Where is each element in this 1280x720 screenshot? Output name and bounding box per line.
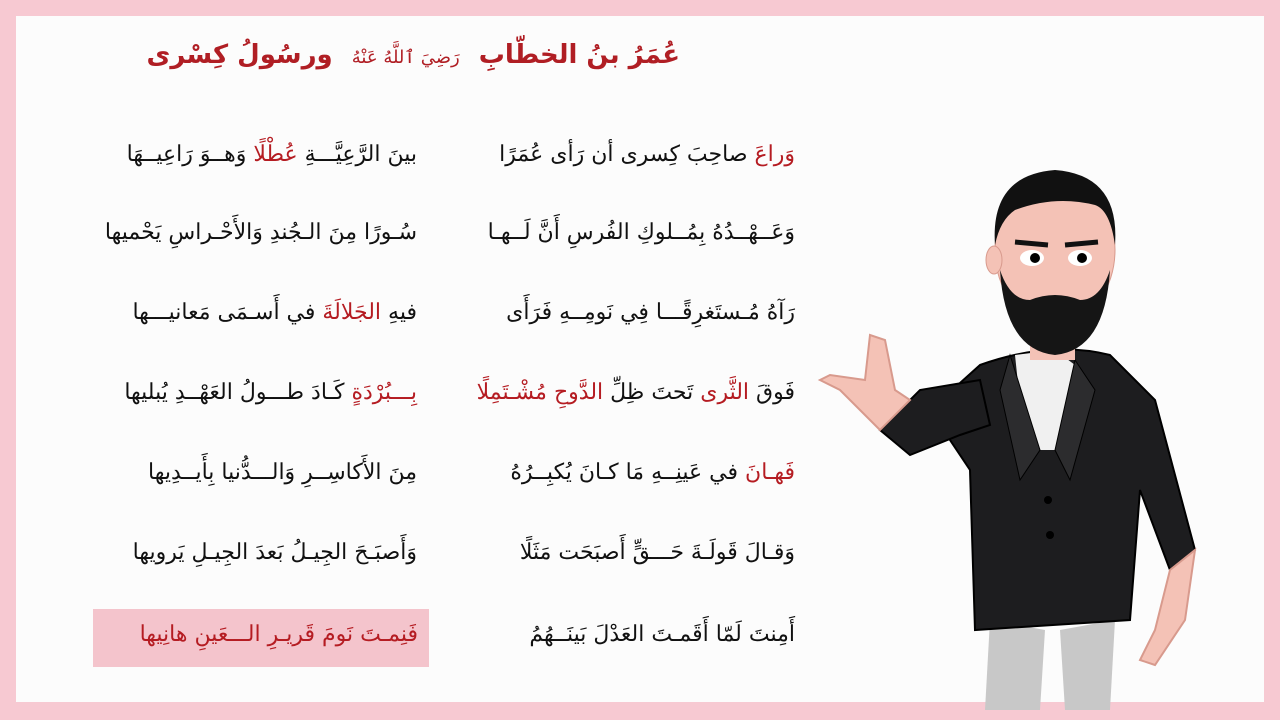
presenter-character	[810, 150, 1230, 710]
verse-segment: عُطْلًا	[253, 142, 298, 167]
verse-segment: وَعَــهْــدُهُ بِمُــلوكِ الفُرسِ أَنَّ لَــهـا	[487, 220, 795, 245]
verse-segment: وَأَصبَـحَ الجِيـلُ بَعدَ الجِيـلِ يَرويها	[132, 540, 417, 565]
verse-3-left-hemistich	[92, 300, 417, 325]
verse-segment: صاحِبَ كِسرى أن رَأى عُمَرًا	[499, 142, 755, 167]
verse-7-left-hemistich	[93, 609, 430, 647]
verse-segment: بِـــبُرْدَةٍ	[351, 380, 417, 405]
verse-2-right-hemistich	[470, 220, 795, 245]
verse-6-right-hemistich	[470, 540, 795, 565]
verse-segment: فَوقَ	[749, 380, 795, 405]
verse-4-right-hemistich	[470, 380, 795, 405]
verse-segment: مِنَ الأَكاسِــرِ وَالـــدُّنيا بِأَيــدِيها	[148, 460, 417, 485]
verse-segment: تَحتَ ظِلِّ	[603, 380, 701, 405]
verse-segment: الجَلالَةَ	[322, 300, 382, 325]
verse-segment: سُـورًا مِنَ الـجُندِ وَالأَحْـراسِ يَحْميها	[104, 220, 417, 245]
verse-1-right-hemistich	[470, 142, 795, 167]
verse-1-left-hemistich	[92, 142, 417, 167]
verse-segment: فَهـانَ	[745, 460, 795, 485]
verse-6-left-hemistich	[92, 540, 417, 565]
verse-segment: الثَّرى	[700, 380, 750, 405]
verse-segment: فيهِ	[381, 300, 417, 325]
title-honorific: رَضِيَ ٱللَّهُ عَنْهُ	[351, 47, 460, 68]
page-title	[146, 40, 680, 70]
verse-segment: في أَسـمَى مَعانيـــها	[132, 300, 323, 325]
verse-7-right-hemistich	[470, 622, 795, 647]
verse-segment: وَهــوَ رَاعِيــهَا	[126, 142, 254, 167]
verse-2-left-hemistich	[92, 220, 417, 245]
verse-segment: بينَ الرَّعِيَّـــةِ	[297, 142, 417, 167]
verse-4-left-hemistich	[92, 380, 417, 405]
verse-segment: الدَّوحِ مُشْـتَمِلًا	[476, 380, 604, 405]
verse-5-left-hemistich	[92, 460, 417, 485]
verse-segment: فَنِمـتَ نَومَ قَريـرِ الـــعَينِ هانِيها	[139, 622, 418, 647]
verse-5-right-hemistich	[470, 460, 795, 485]
title-main: عُمَرُ بنُ الخطّابِ	[478, 40, 680, 70]
verse-segment: وَراعَ	[754, 142, 795, 167]
verse-segment: كَـادَ طـــولُ العَهْــدِ يُبليها	[124, 380, 352, 405]
verse-segment: في عَينِــهِ مَا كـانَ يُكبِــرُهُ	[510, 460, 746, 485]
verse-segment: وَقـالَ قَولَـةَ حَـــقٍّ أَصبَحَت مَثَلًا	[519, 540, 795, 565]
title-rest: ورسُولُ كِسْرى	[146, 40, 333, 70]
highlighted-verse-box	[93, 609, 429, 667]
verse-segment: رَآهُ مُـستَغرِقًـــا فِي نَومِــهِ فَرَأَى	[506, 300, 795, 325]
verse-segment: أَمِنتَ لَمّا أَقَمـتَ العَدْلَ بَينَــهُمُ	[529, 622, 795, 647]
verse-3-right-hemistich	[470, 300, 795, 325]
